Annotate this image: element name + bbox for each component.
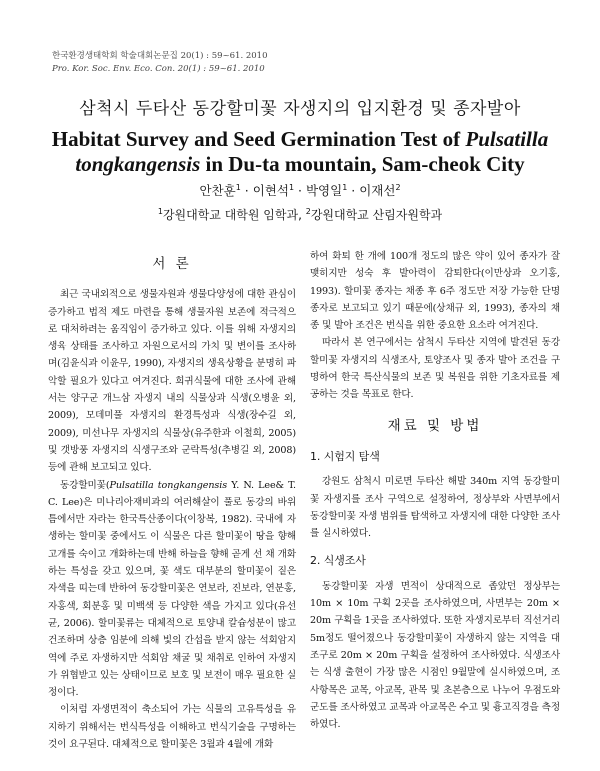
title-korean: 삼척시 두타산 동강할미꽃 자생지의 입지환경 및 종자발아 (79, 99, 521, 119)
paragraph: 하여 화퇴 한 개에 100개 정도의 많은 약이 있어 종자가 잘 맺히지만 성숙 후 발아력이 감퇴한다(이만상과 오기홍, 1993). 할미꽃 종자는 채종 후 6주 정도만 저장 가능한 단명종자로 보고되고 있기 때문에(상채규 외, 1993), 종자의 채종 및 발아 조건은 번식을 위한 중요한 요소라 여겨진다. (310, 251, 560, 332)
author-separator: · (294, 183, 306, 198)
affiliation-name: 강원대학교 산림자원학과 (310, 208, 443, 222)
section-heading-introduction: 서 론 (152, 256, 192, 272)
paragraph: 이처럼 자생면적이 축소되어 가는 식물의 고유특성을 유지하기 위해서는 번식특성을 이해하고 번식기술을 구명하는 것이 요구된다. 대체적으로 할미꽃은 3월과 4월에 개화 (48, 704, 296, 751)
author-affiliation-mark: 1 (342, 182, 348, 192)
author-separator: · (347, 183, 360, 198)
title-english (0, 127, 600, 177)
subsection-heading: 1. 시험지 탐색 (310, 449, 380, 463)
author-name: 박영일 (305, 183, 343, 198)
section-heading-methods: 재료 및 방법 (387, 417, 483, 434)
author-affiliation-mark: 1 (235, 182, 241, 192)
author-name: 이재선 (359, 183, 396, 198)
affiliation-mark: 2 (305, 207, 311, 216)
author-affiliation-mark: 2 (395, 182, 401, 192)
author-name: 안찬훈 (199, 183, 236, 198)
subsection-heading: 2. 식생조사 (310, 554, 366, 568)
species-name: Pulsatilla tongkangensis (109, 479, 228, 491)
paragraph-text: 동강할미꽃( (60, 479, 110, 491)
right-column (310, 248, 560, 733)
author-affiliation-mark: 1 (288, 182, 295, 192)
affiliation-list (0, 206, 600, 223)
affiliation-mark: 1 (157, 207, 163, 216)
journal-line-english: Pro. Kor. Soc. Env. Eco. Con. 20(1) : 59~61. 2010 (52, 64, 265, 74)
paragraph: 최근 국내외적으로 생물자원과 생물다양성에 대한 관심이 증가하고 법적 제도 마련을 통해 생물자원 보존에 적극적으로 대처하려는 움직임이 증가하고 있다. 이를 위해 자생지의 생육 상태를 조사하고 자원으로서의 가치 및 변이를 조사하며(김윤식과 이윤무, 1990), 자생지의 생육상황을 분명히 파악할 필요가 있다고 여겨진다. 희귀식물에 대한 조사에 관해서는 양구군 개느삼 자생지 내의 식물상과 식생(오병윤 외, 2009), 모데미풀 자생지의 환경특성과 식생(장수길 외, 2009), 미선나무 자생지의 식물상(유주한과 이철희, 2005) 및 갯방풍 자생지의 식생구조와 군락특성(추병길 외, 2008) 등에 관해 보고되고 있다. (48, 289, 296, 474)
affiliation-name: 강원대학교 대학원 임학과, (162, 208, 306, 222)
paragraph (48, 477, 296, 702)
title-english-species: Pulsatilla tongkangensis (75, 127, 549, 176)
journal-citation (52, 50, 267, 76)
left-column (48, 248, 296, 753)
author-name: 이현석 (252, 183, 289, 198)
journal-line-korean: 한국환경생태학회 학술대회논문집 20(1) : 59~61. 2010 (52, 51, 268, 61)
paragraph: 강원도 삼척시 미로면 두타산 해발 340m 지역 동강할미꽃 자생지를 조사 구역으로 설정하여, 정상부와 사면부에서 동강할미꽃 자생 범위를 탐색하고 자생지에 대한 다양한 조사를 실시하였다. (310, 476, 560, 540)
title-english-part1: Habitat Survey and Seed Germination Test of (51, 127, 466, 151)
author-list (0, 181, 600, 199)
paragraph: 따라서 본 연구에서는 삼척시 두타산 지역에 발견된 동강할미꽃 자생지의 식생조사, 토양조사 및 종자 발아 조건을 구명하여 한국 특산식물의 보존 및 복원을 위한 기초자료를 제공하는 것을 목표로 한다. (310, 337, 560, 401)
title-english-part2: in Du-ta mountain, Sam-cheok City (200, 152, 525, 176)
paragraph-text: Y. N. Lee& T. C. Lee)은 미나리아재비과의 여러해살이 풀로 동강의 바위틈에서만 자라는 한국특산종이다(이창복, 1982). 국내에 자생하는 할미꽃 중에서도 이 식물은 다른 할미꽃이 땅을 향해 고개를 숙이고 개화하는데 반해 하늘을 향해 곧게 선 채 개화하는 특성을 갖고 있으며, 꽃 색도 대부분의 할미꽃이 짙은 자색을 띠는데 반하여 동강할미꽃은 연보라, 진보라, 연분홍, 자홍색, 회분홍 및 미백색 등 다양한 색을 가지고 있다(유선균, 2006). 할미꽃류는 대체적으로 토양내 칼슘성분이 많고 건조하며 상층 임분에 의해 빛의 간섭을 받지 않는 석회암지역에 주로 자생하지만 석회암 채굴 및 채취로 인하여 자생지가 위협받고 있는 상태이므로 보호 및 보전이 매우 필요한 실정이다. (48, 479, 297, 699)
author-separator: · (240, 183, 253, 198)
paragraph: 동강할미꽃 자생 면적이 상대적으로 좁았던 정상부는 10m × 10m 구획 2곳을 조사하였으며, 사면부는 20m × 20m 구획을 1곳을 조사하였다. 또한 자생지로부터 직선거리 5m정도 떨어졌으나 동강할미꽃이 자생하지 않는 지역을 대조구로 20m × 20m 구획을 설정하여 조사하였다. 식생조사는 식생 출현이 가장 많은 시점인 9월말에 실시하였으며, 조사항목은 교목, 아교목, 관목 및 초본층으로 나누어 우점도와 군도를 조사하였고 교목과 아교목은 수고 및 흉고직경을 측정하였다. (310, 580, 560, 731)
